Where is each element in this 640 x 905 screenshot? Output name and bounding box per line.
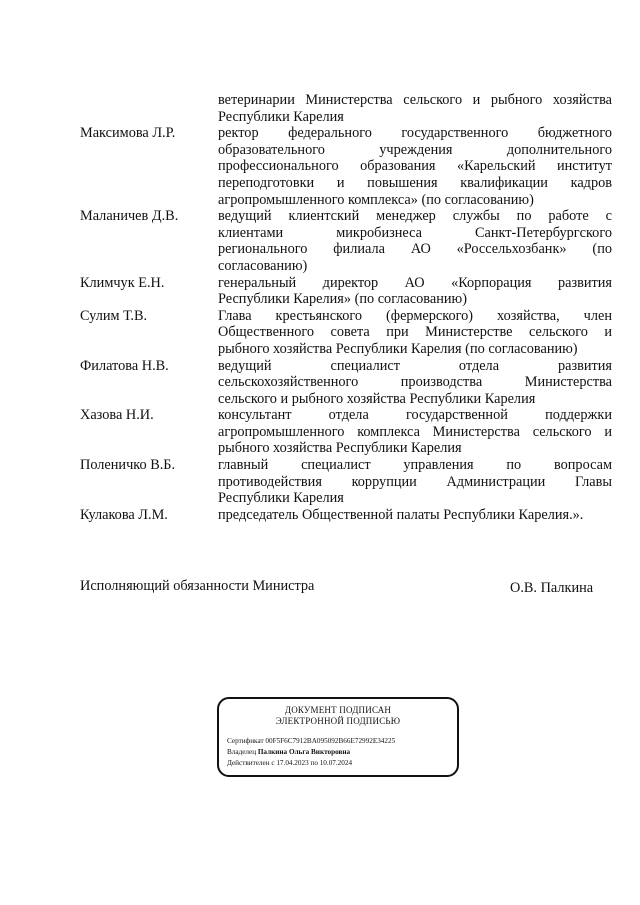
member-description-line: Общественного совета при Министерстве сельского и	[218, 324, 612, 341]
stamp-title	[219, 705, 457, 726]
stamp-owner-label: Владелец	[227, 748, 257, 756]
acting-minister-title: Исполняющий обязанности Министра	[80, 578, 315, 594]
member-description-line: генеральный директор АО «Корпорация развития	[218, 274, 612, 291]
member-description-line: председатель Общественной палаты Республики Карелия.».	[218, 506, 584, 523]
member-description	[218, 407, 612, 457]
member-description-line: переподготовки и повышения квалификации кадров	[218, 174, 612, 191]
member-description-line: регионального филиала АО «Россельхозбанк» (по	[218, 241, 612, 258]
stamp-owner	[227, 748, 350, 756]
member-description	[218, 125, 612, 208]
member-description-line: ведущий специалист отдела развития	[218, 357, 612, 374]
member-row	[80, 275, 620, 308]
member-description-line: образовательного учреждения дополнительного	[218, 141, 612, 158]
member-description-line: клиентами микробизнеса Санкт-Петербургского	[218, 224, 612, 241]
member-description-line: Республики Карелия	[218, 108, 344, 125]
member-description	[218, 208, 612, 274]
member-name: Маланичев Д.В.	[80, 208, 179, 225]
member-name: Филатова Н.В.	[80, 357, 169, 374]
member-row	[80, 208, 620, 274]
member-description-line: Республики Карелия	[218, 490, 344, 507]
member-description-line: ректор федерального государственного бюджетного	[218, 125, 612, 142]
member-row	[80, 358, 620, 408]
member-row	[80, 507, 620, 524]
member-row	[80, 92, 620, 125]
stamp-validity: Действителен с 17.04.2023 по 10.07.2024	[227, 759, 353, 767]
member-description-line: Глава крестьянского (фермерского) хозяйства, член	[218, 307, 612, 324]
member-description-line: агропромышленного комплекса Министерства сельского и	[218, 423, 612, 440]
electronic-signature-stamp	[217, 697, 459, 777]
member-description	[218, 308, 612, 358]
member-description-line: ведущий клиентский менеджер службы по работе с	[218, 208, 612, 225]
member-description	[218, 457, 612, 507]
member-description-line: главный специалист управления по вопросам	[218, 457, 612, 474]
signer-name: О.В. Палкина	[510, 580, 594, 596]
member-description	[218, 358, 612, 408]
member-description-line: профессионального образования «Карельский институт	[218, 158, 612, 175]
member-description-line: противодействия коррупции Администрации Главы	[218, 473, 612, 490]
member-name: Климчук Е.Н.	[80, 274, 165, 291]
member-description-line: рыбного хозяйства Республики Карелия (по согласованию)	[218, 340, 578, 357]
member-description-line: Республики Карелия» (по согласованию)	[218, 291, 467, 308]
member-description-line: сельскохозяйственного производства Министерства	[218, 374, 612, 391]
member-name: Поленичко В.Б.	[80, 457, 176, 474]
member-description	[218, 92, 612, 125]
member-row	[80, 457, 620, 507]
member-row	[80, 308, 620, 358]
member-description-line: согласованию)	[218, 257, 308, 274]
stamp-owner-value: Палкина Ольга Викторовна	[257, 748, 351, 756]
member-description-line: консультант отдела государственной поддержки	[218, 407, 612, 424]
stamp-certificate-label: Сертификат	[227, 737, 264, 745]
member-description	[218, 507, 612, 524]
member-row	[80, 125, 620, 208]
member-row	[80, 407, 620, 457]
member-description-line: ветеринарии Министерства сельского и рыбного хозяйства	[218, 92, 612, 108]
member-description-line: сельского и рыбного хозяйства Республики Карелия	[218, 390, 536, 407]
member-list	[80, 92, 620, 523]
member-name: Максимова Л.Р.	[80, 125, 176, 142]
stamp-title-line-2: ЭЛЕКТРОННОЙ ПОДПИСЬЮ	[275, 715, 401, 726]
member-name: Сулим Т.В.	[80, 307, 148, 324]
stamp-certificate	[227, 737, 395, 745]
member-name: Хазова Н.И.	[80, 407, 154, 424]
stamp-title-line-1: ДОКУМЕНТ ПОДПИСАН	[284, 705, 392, 715]
member-description-line: рыбного хозяйства Республики Карелия	[218, 440, 462, 457]
member-name: Кулакова Л.М.	[80, 506, 168, 523]
member-description	[218, 275, 612, 308]
stamp-certificate-value: 00F5F6C7912BA095092B66E72992E34225	[265, 737, 396, 745]
member-description-line: агропромышленного комплекса» (по согласованию)	[218, 191, 534, 208]
